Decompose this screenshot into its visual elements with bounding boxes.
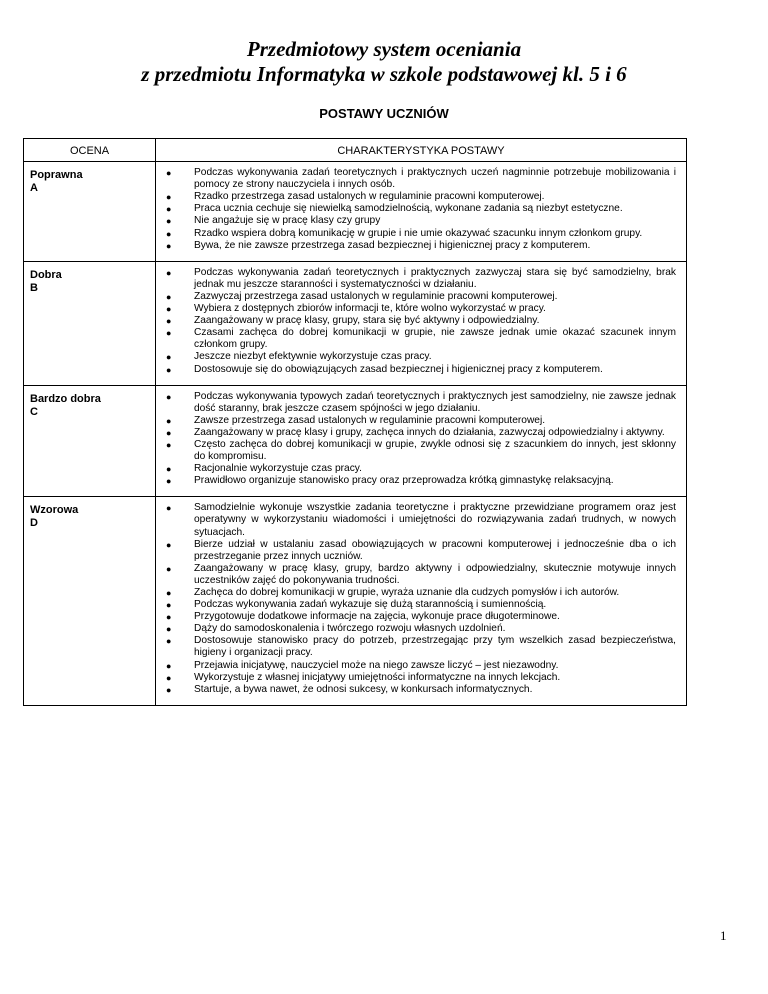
list-item [166, 587, 676, 599]
bullet-icon: ● [166, 228, 172, 239]
list-item-text: Rzadko przestrzega zasad ustalonych w regulaminie pracowni komputerowej. [194, 191, 545, 203]
bullet-icon: ● [166, 636, 172, 647]
list-item-text: Podczas wykonywania zadań teoretycznych i praktycznych uczeń nagminnie potrzebuje mobilizowania i pomocy ze strony nauczyciela i innych osób. [194, 167, 676, 191]
grade-cell [24, 497, 156, 706]
list-item-text: Podczas wykonywania typowych zadań teoretycznych i praktycznych jest samodzielny, nie zawsze jednak dość staranny, brak jeszcze czasem spójności w jego działaniu. [194, 390, 676, 414]
bullet-icon: ● [166, 168, 172, 179]
bullet-icon: ● [166, 624, 172, 635]
bullet-icon: ● [166, 427, 172, 438]
list-item-text: Bywa, że nie zawsze przestrzega zasad bezpiecznej i higienicznej pracy z komputerem. [194, 239, 591, 251]
list-item-text: Bierze udział w ustalaniu zasad obowiązujących w pracowni komputerowej i jednocześnie dba o ich przestrzeganie przez innych uczniów. [194, 538, 676, 562]
list-item-text: Jeszcze niezbyt efektywnie wykorzystuje czas pracy. [194, 351, 432, 363]
list-item [166, 290, 676, 303]
list-item-text: Podczas wykonywania zadań teoretycznych i praktycznych zazwyczaj stara się być samodzielny, brak jednak mu jeszcze staranności i systematyczności w działaniu. [194, 266, 676, 290]
list-item [166, 475, 676, 487]
list-item-text: Prawidłowo organizuje stanowisko pracy oraz przeprowadza krótką gimnastykę relaksacyjną. [194, 475, 614, 487]
list-item [166, 363, 676, 376]
description-cell [156, 162, 687, 262]
table-row [24, 261, 687, 385]
list-item-text: Racjonalnie wykorzystuje czas pracy. [194, 463, 362, 475]
bullet-icon: ● [166, 415, 172, 426]
list-item [166, 191, 676, 203]
list-item [166, 390, 676, 415]
bullet-icon: ● [166, 563, 172, 574]
list-item [166, 426, 676, 439]
grade-letter: C [30, 405, 38, 418]
header-description: CHARAKTERYSTYKA POSTAWY [156, 139, 687, 162]
list-item-text: Czasami zachęca do dobrej komunikacji w grupie, nie zawsze jednak umie okazać szacunek innym członkom grupy. [194, 327, 676, 351]
list-item-text: Samodzielnie wykonuje wszystkie zadania teoretyczne i praktyczne przewidziane programem oraz jest operatywny w wykorzystaniu wiadomości i umiejętności do rozwiązywania zadań trudnych, w nowych sytuacjach. [194, 502, 676, 538]
list-item [166, 635, 676, 659]
list-item-text: Praca ucznia cechuje się niewielką samodzielnością, wykonane zadania są niezbyt estetyczne. [194, 203, 623, 215]
attitudes-table [23, 138, 687, 706]
grade-name: Bardzo dobra [30, 392, 101, 405]
grade-cell [24, 261, 156, 385]
grade-cell [24, 162, 156, 262]
list-item [166, 659, 676, 672]
list-item-text: Wykorzystuje z własnej inicjatywy umiejętności informatyczne na innych lekcjach. [194, 671, 561, 683]
title-line-1: Przedmiotowy system oceniania [246, 37, 522, 61]
list-item [166, 266, 676, 291]
grade-letter: D [30, 517, 38, 530]
bullet-icon: ● [166, 352, 172, 363]
list-item [166, 611, 676, 623]
section-heading: POSTAWY UCZNIÓW [319, 106, 449, 121]
header-grade: OCENA [24, 139, 156, 162]
bullet-icon: ● [166, 684, 172, 695]
grade-letter: B [30, 281, 38, 294]
bullet-icon: ● [166, 600, 172, 611]
table-row [24, 385, 687, 497]
bullet-icon: ● [166, 612, 172, 623]
list-item [166, 315, 676, 327]
list-item-text: Przygotowuje dodatkowe informacje na zajęcia, wykonuje prace długoterminowe. [194, 611, 560, 623]
bullet-icon: ● [166, 660, 172, 671]
bullet-icon: ● [166, 588, 172, 598]
list-item [166, 562, 676, 587]
list-item-text: Startuje, a bywa nawet, że odnosi sukcesy, w konkursach informatycznych. [194, 683, 533, 695]
list-item-text: Wybiera z dostępnych zbiorów informacji te, które wolno wykorzystać w pracy. [194, 303, 546, 315]
bullet-icon: ● [166, 316, 172, 327]
list-item-text: Często zachęca do dobrej komunikacji w grupie, zwykle odnosi się z szacunkiem do innych, jest skłonny do kompromisu. [194, 438, 676, 463]
bullet-icon: ● [166, 304, 172, 315]
grade-cell [24, 385, 156, 497]
bullet-icon: ● [166, 391, 172, 402]
list-item [166, 502, 676, 538]
description-cell [156, 385, 687, 497]
list-item [166, 599, 676, 611]
bullet-icon: ● [166, 267, 172, 278]
list-item [166, 227, 676, 240]
page-number: 1 [720, 928, 727, 943]
list-item [166, 327, 676, 351]
list-item [166, 463, 676, 475]
table-header-row [24, 139, 687, 162]
bullet-icon: ● [166, 204, 172, 215]
bullet-icon: ● [166, 328, 172, 339]
grade-name: Wzorowa [30, 504, 79, 517]
list-item [166, 351, 676, 363]
bullet-icon: ● [166, 192, 172, 203]
description-cell [156, 497, 687, 706]
bullet-icon: ● [166, 476, 172, 487]
list-item-text: Podczas wykonywania zadań wykazuje się dużą starannością i sumiennością. [194, 599, 547, 611]
list-item [166, 538, 676, 563]
list-item [166, 239, 676, 252]
list-item-text: Zazwyczaj przestrzega zasad ustalonych w regulaminie pracowni komputerowej. [194, 290, 558, 302]
grade-name: Poprawna [30, 169, 83, 182]
list-item [166, 683, 676, 696]
attitude-list [164, 502, 676, 696]
list-item [166, 438, 676, 463]
list-item [166, 167, 676, 191]
bullet-icon: ● [166, 672, 172, 683]
list-item [166, 203, 676, 215]
list-item-text: Zaangażowany w pracę klasy, grupy, stara się być aktywny i odpowiedzialny. [194, 315, 540, 327]
title-line-2: z przedmiotu Informatyka w szkole podstawowej kl. 5 i 6 [141, 62, 627, 86]
bullet-icon: ● [166, 539, 172, 550]
document-title [0, 37, 768, 87]
list-item-text: Nie angażuje się w pracę klasy czy grupy [194, 215, 381, 227]
attitude-list [164, 391, 676, 488]
bullet-icon: ● [166, 216, 172, 227]
description-cell [156, 261, 687, 385]
table-row [24, 162, 687, 262]
list-item-text: Rzadko wspiera dobrą komunikację w grupie i nie umie okazywać szacunku innym członkom grupy. [194, 227, 643, 239]
list-item-text: Zachęca do dobrej komunikacji w grupie, wyraża uznanie dla cudzych pomysłów i ich autorów. [194, 587, 620, 598]
table-body [24, 162, 687, 706]
list-item-text: Zawsze przestrzega zasad ustalonych w regulaminie pracowni komputerowej. [194, 414, 546, 426]
list-item-text: Zaangażowany w pracę klasy i grupy, zachęca innych do działania, zazwyczaj odpowiedzialny i aktywny. [194, 426, 665, 438]
list-item [166, 303, 676, 315]
list-item [166, 623, 676, 635]
list-item-text: Dąży do samodoskonalenia i twórczego rozwoju własnych uzdolnień. [194, 623, 506, 635]
bullet-icon: ● [166, 291, 172, 302]
grade-letter: A [30, 182, 38, 195]
bullet-icon: ● [166, 439, 172, 450]
list-item [166, 215, 676, 227]
grade-name: Dobra [30, 268, 62, 281]
list-item-text: Dostosowuje stanowisko pracy do potrzeb, przestrzegając przy tym wszelkich zasad bezpieczeństwa, higieny i organizacji pracy. [194, 635, 676, 659]
bullet-icon: ● [166, 464, 172, 475]
list-item [166, 671, 676, 684]
bullet-icon: ● [166, 503, 172, 514]
list-item-text: Przejawia inicjatywę, nauczyciel może na niego zawsze liczyć – jest niezawodny. [194, 659, 559, 671]
list-item-text: Zaangażowany w pracę klasy, grupy, bardzo aktywny i odpowiedzialny, skutecznie motywuje innych uczestników zajęć do pokonywania trudności. [194, 562, 676, 586]
list-item [166, 414, 676, 427]
attitude-list [164, 167, 676, 252]
list-item-text: Dostosowuje się do obowiązujących zasad bezpiecznej i higienicznej pracy z komputerem. [194, 363, 603, 375]
bullet-icon: ● [166, 364, 172, 375]
bullet-icon: ● [166, 240, 172, 251]
table-row [24, 497, 687, 706]
attitude-list [164, 267, 676, 376]
